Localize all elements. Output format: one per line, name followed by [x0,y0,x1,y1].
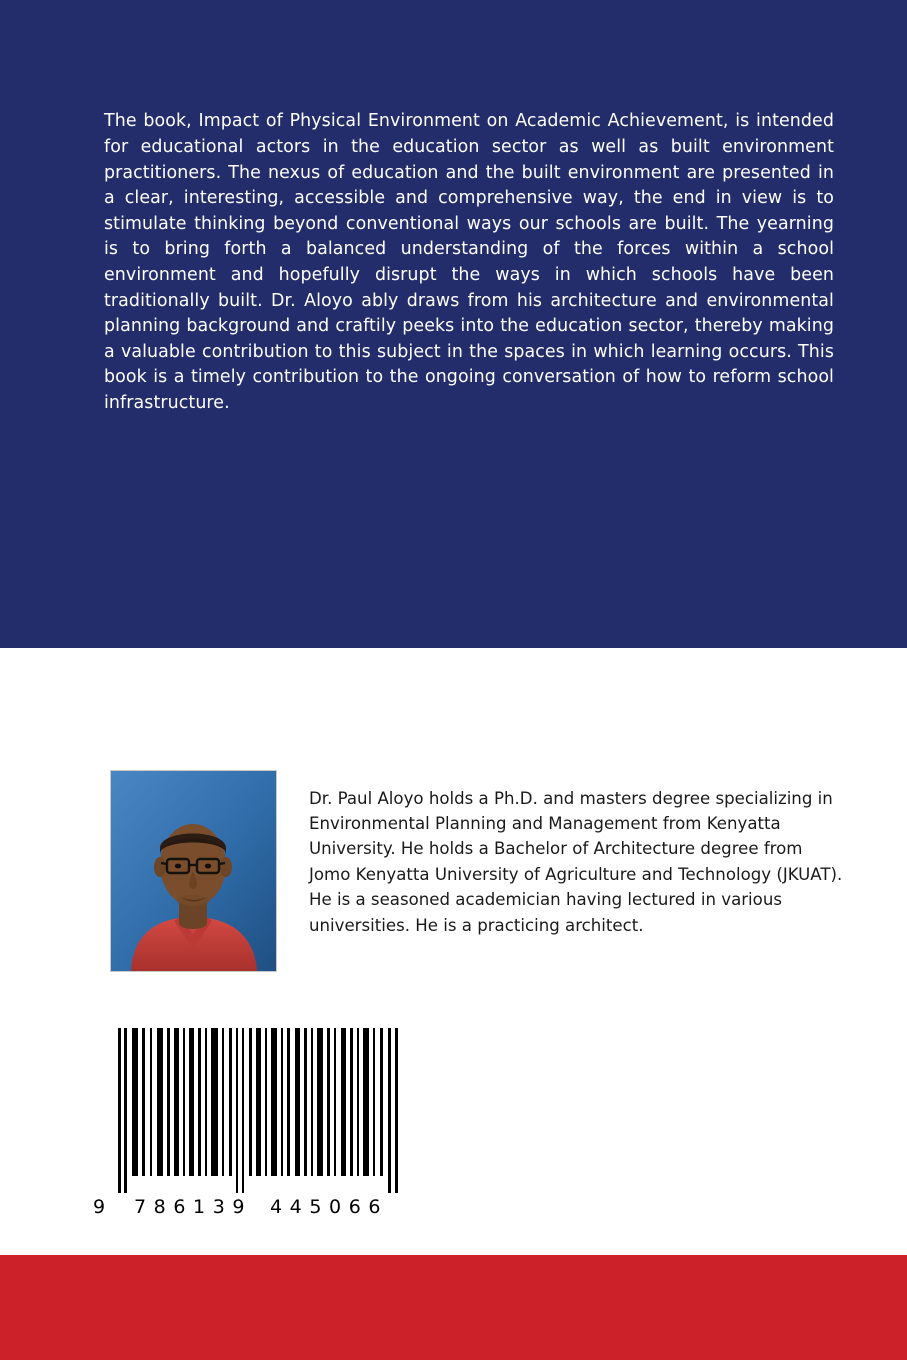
isbn-barcode [93,1028,430,1228]
author-portrait-photo [110,770,277,972]
bottom-accent-band [0,1255,907,1360]
barcode-digit-left: 9 [93,1196,106,1218]
blurb-panel [0,0,907,648]
barcode-digit-group2: 4 4 5 0 6 6 [270,1196,381,1218]
barcode-digit-group1: 7 8 6 1 3 9 [134,1196,245,1218]
book-blurb-text: The book, Impact of Physical Environment on Academic Achievement, is intended for educational actors in the education sector as well as built environment practitioners. The nexus of education and the built environment are presented in a clear, interesting, accessible and comprehensive way, the end in view is to stimulate thinking beyond conventional ways our schools are built. The yearning is to bring forth a balanced understanding of the forces within a school environment and hopefully disrupt the ways in which schools have been traditionally built. Dr. Aloyo ably draws from his architecture and environmental planning background and craftily peeks into the education sector, thereby making a valuable contribution to this subject in the spaces in which learning occurs. This book is a timely contribution to the ongoing conversation of how to reform school infrastructure. [104,111,834,413]
author-bio-text: Dr. Paul Aloyo holds a Ph.D. and masters degree specializing in Environmental Planning and Management from Kenyatta University. He holds a Bachelor of Architecture degree from Jomo Kenyatta University of Agriculture and Technology (JKUAT). He is a seasoned academician having lectured in various universities. He is a practicing architect. [309,788,843,935]
barcode-bars [110,1028,420,1193]
